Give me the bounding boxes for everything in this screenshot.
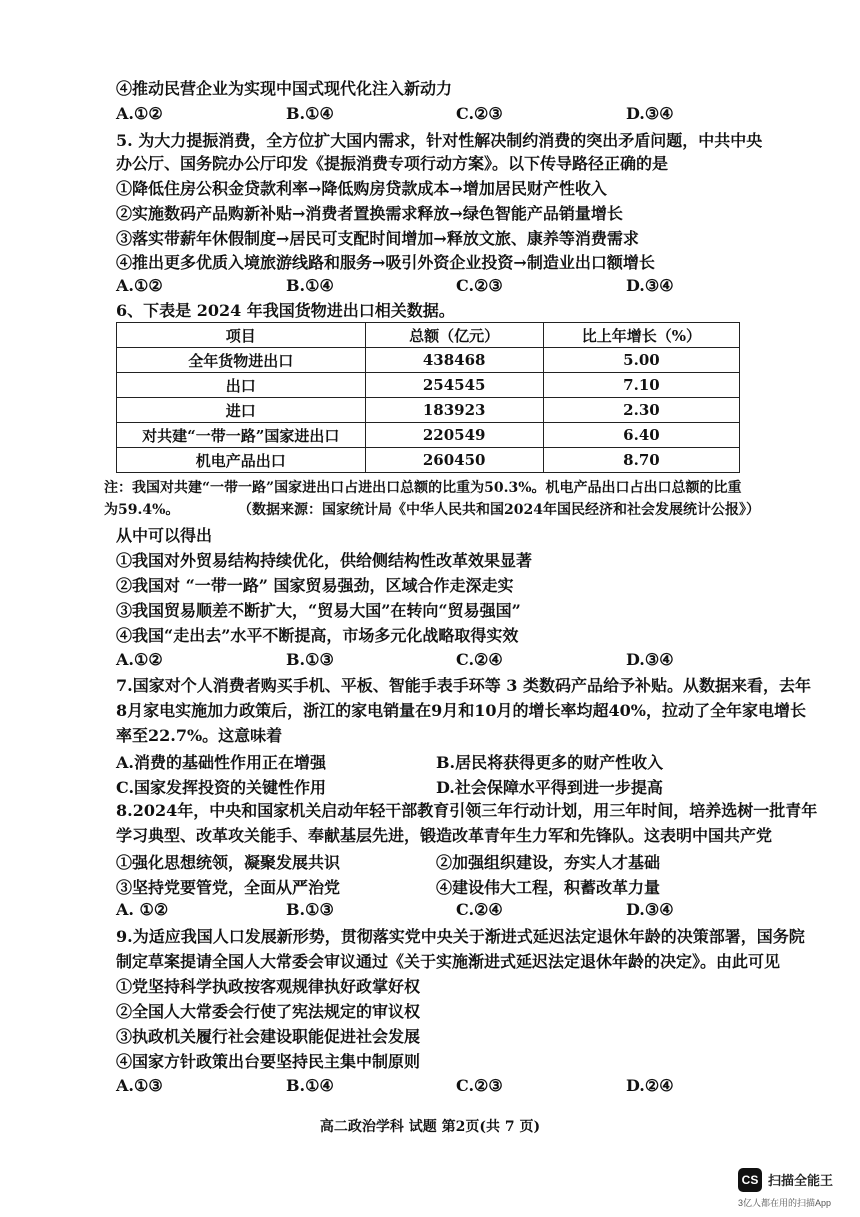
q8-items-row-1 xyxy=(116,850,756,872)
q8-option-d: D.③④ xyxy=(626,900,674,919)
table-cell: 254545 xyxy=(365,373,543,398)
q8-item-2: ②加强组织建设，夯实人才基础 xyxy=(436,853,661,872)
q8-stem-line-1: 8.2024年，中央和国家机关启动年轻干部教育引领三年行动计划，用三年时间，培养选树一批青年 xyxy=(116,801,818,820)
q4-option-b: B.①④ xyxy=(286,104,334,123)
table-row xyxy=(117,348,740,373)
table-row xyxy=(117,398,740,423)
q7-options-row-2 xyxy=(116,775,756,797)
q8-item-4: ④建设伟大工程，积蓄改革力量 xyxy=(436,878,661,897)
table-header: 比上年增长（%） xyxy=(543,323,739,348)
q7-option-c: C.国家发挥投资的关键性作用 xyxy=(116,778,327,797)
table-row xyxy=(117,373,740,398)
q8-option-a: A. ①② xyxy=(116,900,169,919)
scanner-app-name: 扫描全能王 xyxy=(768,1173,834,1188)
q5-stem-line-2: 办公厅、国务院办公厅印发《提振消费专项行动方案》。以下传导路径正确的是 xyxy=(116,154,669,173)
table-cell: 183923 xyxy=(365,398,543,423)
table-cell: 全年货物进出口 xyxy=(117,348,366,373)
table-note-line-2: 为59.4%。 xyxy=(104,502,180,518)
table-cell: 7.10 xyxy=(543,373,739,398)
q7-stem-line-1: 7.国家对个人消费者购买手机、平板、智能手表手环等 3 类数码产品给予补贴。从数据来看，去年 xyxy=(116,676,811,695)
q6-item-4: ④我国“走出去”水平不断提高，市场多元化战略取得实效 xyxy=(116,626,519,645)
q4-option-c: C.②③ xyxy=(456,104,503,123)
q6-option-a: A.①② xyxy=(116,650,163,669)
q8-option-b: B.①③ xyxy=(286,900,334,919)
q7-option-d: D.社会保障水平得到进一步提高 xyxy=(436,778,663,797)
q6-option-c: C.②④ xyxy=(456,650,503,669)
table-cell: 2.30 xyxy=(543,398,739,423)
q8-option-c: C.②④ xyxy=(456,900,503,919)
table-header-row xyxy=(117,323,740,348)
q5-stem-line-1: 5. 为大力提振消费，全方位扩大国内需求，针对性解决制约消费的突出矛盾问题，中共中央 xyxy=(116,131,763,150)
q4-option-a: A.①② xyxy=(116,104,163,123)
q6-item-2: ②我国对 “一带一路” 国家贸易强劲，区域合作走深走实 xyxy=(116,576,514,595)
q6-option-d: D.③④ xyxy=(626,650,674,669)
table-cell: 8.70 xyxy=(543,448,739,473)
q5-option-a: A.①② xyxy=(116,276,163,295)
q5-item-2: ②实施数码产品购新补贴→消费者置换需求释放→绿色智能产品销量增长 xyxy=(116,204,623,223)
data-source: （数据来源：国家统计局《中华人民共和国2024年国民经济和社会发展统计公报》） xyxy=(238,502,760,518)
table-cell: 进口 xyxy=(117,398,366,423)
scanner-tagline: 3亿人都在用的扫描App xyxy=(738,1198,832,1208)
q5-option-c: C.②③ xyxy=(456,276,503,295)
q6-lead: 从中可以得出 xyxy=(116,526,213,545)
q8-options xyxy=(116,900,736,922)
q5-item-4: ④推出更多优质入境旅游线路和服务→吸引外资企业投资→制造业出口额增长 xyxy=(116,253,655,272)
q6-options xyxy=(116,650,736,672)
q7-stem-line-2: 8月家电实施加力政策后，浙江的家电销量在9月和10月的增长率均超40%，拉动了全年家电增长 xyxy=(116,701,807,720)
q5-option-d: D.③④ xyxy=(626,276,674,295)
q5-option-b: B.①④ xyxy=(286,276,334,295)
q7-option-a: A.消费的基础性作用正在增强 xyxy=(116,753,326,772)
q9-item-3: ③执政机关履行社会建设职能促进社会发展 xyxy=(116,1027,421,1046)
q6-option-b: B.①③ xyxy=(286,650,334,669)
table-cell: 438468 xyxy=(365,348,543,373)
table-cell: 5.00 xyxy=(543,348,739,373)
q8-item-3: ③坚持党要管党，全面从严治党 xyxy=(116,878,341,897)
q7-option-b: B.居民将获得更多的财产性收入 xyxy=(436,753,664,772)
q9-item-2: ②全国人大常委会行使了宪法规定的审议权 xyxy=(116,1002,421,1021)
q6-item-3: ③我国贸易顺差不断扩大，“贸易大国”在转向“贸易强国” xyxy=(116,601,521,620)
q9-option-b: B.①④ xyxy=(286,1076,334,1095)
q9-item-1: ①党坚持科学执政按客观规律执好政掌好权 xyxy=(116,977,421,996)
q6-item-1: ①我国对外贸易结构持续优化，供给侧结构性改革效果显著 xyxy=(116,551,533,570)
table-cell: 260450 xyxy=(365,448,543,473)
q7-options-row-1 xyxy=(116,750,756,772)
table-cell: 机电产品出口 xyxy=(117,448,366,473)
q9-item-4: ④国家方针政策出台要坚持民主集中制原则 xyxy=(116,1052,421,1071)
q8-stem-line-2: 学习典型、改革攻关能手、奉献基层先进，锻造改革青年生力军和先锋队。这表明中国共产党 xyxy=(116,826,773,845)
page-footer: 高二政治学科 试题 第2页(共 7 页) xyxy=(319,1119,541,1135)
q4-option-d: D.③④ xyxy=(626,104,674,123)
q4-item-4: ④推动民营企业为实现中国式现代化注入新动力 xyxy=(116,79,453,98)
table-cell: 220549 xyxy=(365,423,543,448)
q5-options xyxy=(116,276,736,298)
camscanner-logo-icon: CS xyxy=(738,1168,762,1192)
q4-options xyxy=(116,104,736,126)
q9-option-a: A.①③ xyxy=(116,1076,163,1095)
table-note-line-1: 注：我国对共建“一带一路”国家进出口占进出口总额的比重为50.3%。机电产品出口占出口总额的比重 xyxy=(104,480,742,496)
q9-option-d: D.②④ xyxy=(626,1076,674,1095)
q9-stem-line-1: 9.为适应我国人口发展新形势，贯彻落实党中央关于渐进式延迟法定退休年龄的决策部署，国务院 xyxy=(116,927,805,946)
table-header: 项目 xyxy=(117,323,366,348)
table-header: 总额（亿元） xyxy=(365,323,543,348)
q9-option-c: C.②③ xyxy=(456,1076,503,1095)
table-cell: 出口 xyxy=(117,373,366,398)
trade-data-table xyxy=(116,322,740,473)
scanner-watermark xyxy=(738,1168,848,1208)
q6-stem: 6、下表是 2024 年我国货物进出口相关数据。 xyxy=(116,301,455,320)
q7-stem-line-3: 率至22.7%。这意味着 xyxy=(116,726,283,745)
q9-stem-line-2: 制定草案提请全国人大常委会审议通过《关于实施渐进式延迟法定退休年龄的决定》。由此可见 xyxy=(116,952,781,971)
q8-item-1: ①强化思想统领，凝聚发展共识 xyxy=(116,853,341,872)
table-cell: 6.40 xyxy=(543,423,739,448)
table-row xyxy=(117,448,740,473)
table-cell: 对共建“一带一路”国家进出口 xyxy=(117,423,366,448)
q5-item-3: ③落实带薪年休假制度→居民可支配时间增加→释放文旅、康养等消费需求 xyxy=(116,229,639,248)
q5-item-1: ①降低住房公积金贷款利率→降低购房贷款成本→增加居民财产性收入 xyxy=(116,179,607,198)
table-row xyxy=(117,423,740,448)
q8-items-row-2 xyxy=(116,875,756,897)
q9-options xyxy=(116,1076,736,1098)
